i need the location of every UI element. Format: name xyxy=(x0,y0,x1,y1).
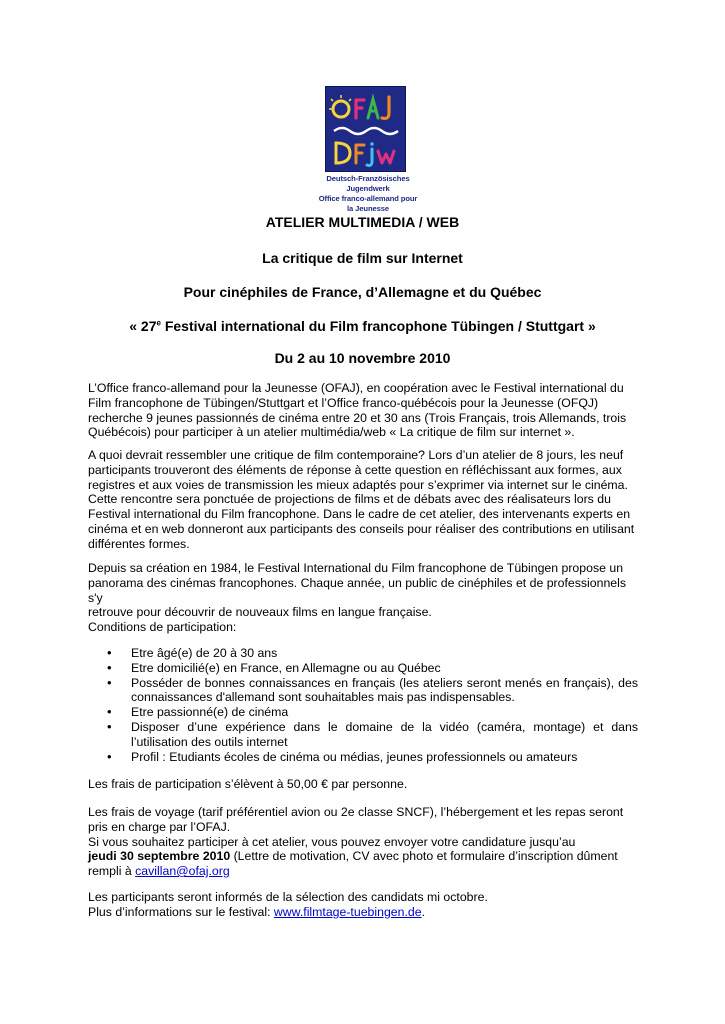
subtitle-critique: La critique de film sur Internet xyxy=(262,250,463,266)
intro-line: Film francophone de Tübingen/Stuttgart et l’Office franco-québécois pour la Jeunesse (OFQJ) xyxy=(88,395,599,410)
festival-line: panorama des cinémas francophones. Chaque année, un public de cinéphiles et de professionnels s'y xyxy=(88,575,627,605)
paragraph-fees: Les frais de participation s’élèvent à 50,00 € par personne. xyxy=(88,777,408,791)
intro-line: Québécois) pour participer à un atelier multimédia/web « La critique de film sur internet ». xyxy=(88,425,575,440)
festival-line: Depuis sa création en 1984, le Festival International du Film francophone de Tübingen propose un xyxy=(88,561,624,575)
atelier-line: A quoi devrait ressembler une critique de film contemporaine? Lors d’un atelier de 8 jours, les neuf xyxy=(88,448,624,462)
ofaj-logo-graphic xyxy=(326,87,405,171)
list-item: • Profil : Etudiants écoles de cinéma ou médias, jeunes professionnels ou amateurs xyxy=(88,750,638,765)
intro-line: L’Office franco-allemand pour la Jeunesse (OFAJ), en coopération avec le Festival international du xyxy=(88,381,624,395)
subtitle-festival xyxy=(0,318,725,334)
conditions-list xyxy=(88,646,638,764)
atelier-line: registres et aux voies de transmission les mieux adaptés pour s’exprimer via internet sur le cinéma. xyxy=(88,477,628,492)
apply-line: Si vous souhaitez participer à cet atelier, vous pouvez envoyer votre candidature jusqu’au xyxy=(88,834,576,849)
paragraph-travel xyxy=(88,805,638,879)
apply-email-pre: rempli à xyxy=(88,864,136,879)
info-line: Les participants seront informés de la sélection des candidats mi octobre. xyxy=(88,890,488,904)
conditions-title: Conditions de participation: xyxy=(88,620,237,634)
festival-line: retrouve pour découvrir de nouveaux films en langue française. xyxy=(88,605,432,620)
email-link[interactable]: cavillan@ofaj.org xyxy=(135,864,230,879)
subtitle-audience: Pour cinéphiles de France, d’Allemagne et du Québec xyxy=(183,284,542,300)
festival-website-link[interactable]: www.filmtage-tuebingen.de xyxy=(273,904,422,919)
atelier-line: Festival international du Film francophone. Dans le cadre de cet atelier, des intervenants experts en xyxy=(88,507,631,522)
paragraph-info xyxy=(88,890,638,920)
paragraph-atelier xyxy=(88,448,638,552)
info-post: . xyxy=(421,904,425,919)
info-link-line xyxy=(88,905,638,920)
ofaj-logo-caption xyxy=(318,174,418,214)
festival-post: Festival international du Film francophone Tübingen / Stuttgart » xyxy=(160,318,596,334)
paragraph-festival xyxy=(88,561,638,620)
apply-rest: (Lettre de motivation, CV avec photo et formulaire d’inscription dûment xyxy=(230,849,618,864)
deadline-date: jeudi 30 septembre 2010 xyxy=(88,849,231,864)
info-pre: Plus d’informations sur le festival: xyxy=(88,904,274,919)
ofaj-logo-mark xyxy=(325,86,406,172)
list-item: • Etre passionné(e) de cinéma xyxy=(88,705,638,720)
festival-sup: e xyxy=(156,318,161,328)
paragraph-intro xyxy=(88,381,638,440)
subtitle-dates: Du 2 au 10 novembre 2010 xyxy=(274,350,451,366)
logo-line-de: Deutsch-Französisches Jugendwerk xyxy=(326,174,410,193)
list-item: • Etre âgé(e) de 20 à 30 ans xyxy=(88,646,638,661)
atelier-line: cinéma et en web donneront aux participants des conseils pour réaliser des contributions en utilisant xyxy=(88,521,635,536)
list-item: • Posséder de bonnes connaissances en français (les ateliers seront menés en français), des connaissances d'allemand sont souhaitables mais pas indispensables. xyxy=(88,676,638,706)
travel-line: Les frais de voyage (tarif préférentiel avion ou 2e classe SNCF), l’hébergement et les repas seront xyxy=(88,805,624,819)
list-item: • Etre domicilié(e) en France, en Allemagne ou au Québec xyxy=(88,661,638,676)
title-atelier: ATELIER MULTIMEDIA / WEB xyxy=(265,214,460,230)
apply-deadline-line xyxy=(88,849,638,864)
logo-line-fr: Office franco-allemand pour la Jeunesse xyxy=(318,194,418,213)
atelier-line: Cette rencontre sera ponctuée de projections de films et de débats avec des réalisateurs lors du xyxy=(88,492,611,507)
intro-line: recherche 9 jeunes passionnés de cinéma entre 20 et 30 ans (Trois Français, trois Allemands, trois xyxy=(88,410,627,425)
list-item: • Disposer d’une expérience dans le domaine de la vidéo (caméra, montage) et dans l’utilisation des outils internet xyxy=(88,720,638,750)
atelier-line: participants trouveront des éléments de réponse à cette question en réfléchissant aux formes, aux xyxy=(88,462,622,477)
travel-line: pris en charge par l’OFAJ. xyxy=(88,819,231,834)
apply-email-line xyxy=(88,864,638,879)
atelier-line: différentes formes. xyxy=(88,536,190,551)
festival-pre: « 27 xyxy=(129,318,157,334)
